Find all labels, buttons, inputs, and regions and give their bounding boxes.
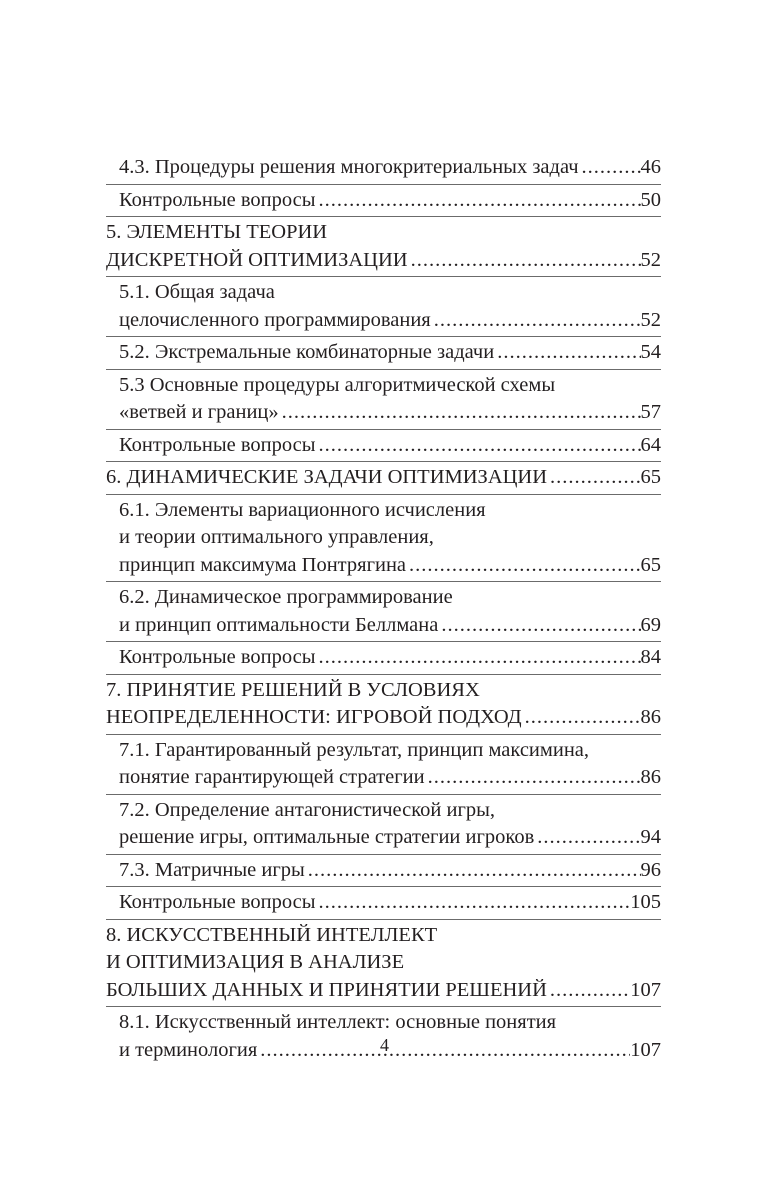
dot-leader	[316, 187, 641, 215]
toc-entry-page-number: 64	[640, 433, 661, 456]
toc-entry-title-line: 8. ИСКУССТВЕННЫЙ ИНТЕЛЛЕКТ	[106, 923, 438, 946]
toc-entry-leader-row	[106, 977, 661, 1005]
toc-entry-leader-row	[119, 824, 661, 852]
toc-subsection-entry	[106, 184, 661, 217]
toc-subsection-entry	[106, 152, 661, 184]
toc-subsection-entry	[106, 854, 661, 887]
toc-entry-title-line: Контрольные вопросы	[119, 433, 316, 456]
toc-entry-page-number: 94	[640, 826, 661, 848]
toc-entry-leader-row	[119, 399, 661, 427]
dot-leader	[425, 764, 641, 792]
toc-subsection-entry	[106, 581, 661, 641]
toc-entry-title-line: Контрольные вопросы	[119, 646, 316, 668]
dot-leader	[316, 432, 641, 460]
dot-leader	[316, 889, 631, 917]
toc-entry-title-line: 6.2. Динамическое программирование	[119, 586, 453, 608]
toc-entry-title-line: 5.1. Общая задача	[119, 281, 275, 303]
dot-leader	[316, 644, 641, 672]
toc-entry-title-line: 6. ДИНАМИЧЕСКИЕ ЗАДАЧИ ОПТИМИЗАЦИИ	[106, 466, 548, 488]
dot-leader	[547, 977, 630, 1005]
toc-entry-page-number: 65	[640, 553, 661, 576]
toc-subsection-entry	[106, 276, 661, 336]
toc-entry-leader-row	[119, 764, 661, 792]
toc-entry-title-line: 8.1. Искусственный интеллект: основные понятия	[119, 1011, 557, 1033]
table-of-contents	[106, 152, 661, 1066]
toc-subsection-entry	[106, 369, 661, 429]
toc-entry-page-number: 57	[640, 401, 661, 423]
toc-entry-page-number: 86	[640, 766, 661, 788]
toc-entry-page-number: 107	[630, 1038, 661, 1061]
dot-leader	[305, 857, 641, 885]
toc-entry-leader-row	[119, 612, 661, 640]
page-number: 4	[380, 1035, 389, 1055]
toc-entry-title-line: 7.2. Определение антагонистической игры,	[119, 798, 496, 821]
dot-leader	[534, 824, 640, 852]
toc-entry-title-line: БОЛЬШИХ ДАННЫХ И ПРИНЯТИИ РЕШЕНИЙ	[106, 978, 547, 1001]
toc-entry-title-line: 5. ЭЛЕМЕНТЫ ТЕОРИИ	[106, 221, 328, 243]
toc-entry-title-line: целочисленного программирования	[119, 308, 431, 331]
toc-section-entry	[106, 461, 661, 494]
dot-leader	[579, 154, 641, 182]
toc-entry-page-number: 52	[640, 308, 661, 331]
toc-entry-page-number: 96	[640, 858, 661, 881]
toc-entry-title-line: 7.3. Матричные игры	[119, 858, 305, 881]
toc-entry-leader-row	[119, 857, 661, 885]
toc-entry-page-number: 105	[630, 891, 661, 913]
toc-subsection-entry	[106, 794, 661, 854]
toc-entry-title-line: и терминология	[119, 1038, 258, 1061]
toc-entry-leader-row	[119, 154, 661, 182]
toc-entry-leader-row	[106, 704, 661, 732]
toc-entry-page-number: 86	[640, 706, 661, 728]
toc-entry-title-line: ДИСКРЕТНОЙ ОПТИМИЗАЦИИ	[106, 248, 408, 271]
toc-entry-page-number: 69	[640, 613, 661, 636]
toc-entry-title-line: «ветвей и границ»	[119, 401, 279, 423]
toc-entry-page-number: 52	[640, 248, 661, 271]
toc-subsection-entry	[106, 734, 661, 794]
toc-entry-page-number: 46	[640, 156, 661, 178]
toc-section-entry	[106, 216, 661, 276]
toc-section-entry	[106, 919, 661, 1007]
toc-entry-page-number: 50	[640, 188, 661, 211]
toc-entry-title-line: понятие гарантирующей стратегии	[119, 766, 425, 788]
dot-leader	[431, 307, 641, 335]
toc-entry-leader-row	[119, 187, 661, 215]
toc-entry-title-line: 4.3. Процедуры решения многокритериальных задач	[119, 156, 579, 178]
toc-entry-title-line: 5.3 Основные процедуры алгоритмической схемы	[119, 373, 556, 396]
toc-section-entry	[106, 674, 661, 734]
toc-entry-title-line: решение игры, оптимальные стратегии игроков	[119, 826, 535, 848]
toc-entry-page-number: 54	[640, 341, 661, 363]
toc-subsection-entry	[106, 336, 661, 369]
toc-entry-title-line: И ОПТИМИЗАЦИЯ В АНАЛИЗЕ	[106, 951, 405, 973]
toc-subsection-entry	[106, 886, 661, 919]
dot-leader	[494, 339, 640, 367]
toc-entry-page-number: 107	[630, 978, 661, 1001]
dot-leader	[522, 704, 641, 732]
toc-entry-title-line: Контрольные вопросы	[119, 188, 316, 211]
toc-entry-title-line: 7. ПРИНЯТИЕ РЕШЕНИЙ В УСЛОВИЯХ	[106, 678, 480, 701]
toc-entry-leader-row	[119, 644, 661, 672]
toc-entry-leader-row	[106, 464, 661, 492]
dot-leader	[438, 612, 640, 640]
toc-entry-leader-row	[119, 339, 661, 367]
toc-list	[106, 152, 661, 1066]
toc-entry-title-line: принцип максимума Понтрягина	[119, 553, 407, 576]
toc-entry-page-number: 84	[640, 646, 661, 668]
toc-subsection-entry	[106, 494, 661, 582]
toc-entry-title-line: и принцип оптимальности Беллмана	[119, 613, 439, 636]
toc-entry-leader-row	[119, 552, 661, 580]
toc-entry-title-line: 7.1. Гарантированный результат, принцип максимина,	[119, 738, 590, 761]
toc-subsection-entry	[106, 641, 661, 674]
dot-leader	[279, 399, 641, 427]
dot-leader	[408, 247, 641, 275]
toc-entry-leader-row	[106, 247, 661, 275]
toc-entry-title-line: и теории оптимального управления,	[119, 526, 434, 548]
toc-entry-leader-row	[119, 432, 661, 460]
toc-subsection-entry	[106, 429, 661, 462]
toc-entry-leader-row	[119, 307, 661, 335]
toc-entry-title-line: Контрольные вопросы	[119, 891, 316, 913]
toc-entry-title-line: НЕОПРЕДЕЛЕННОСТИ: ИГРОВОЙ ПОДХОД	[106, 706, 522, 728]
toc-entry-title-line: 5.2. Экстремальные комбинаторные задачи	[119, 341, 495, 363]
dot-leader	[406, 552, 640, 580]
dot-leader	[547, 464, 640, 492]
toc-entry-leader-row	[119, 889, 661, 917]
toc-entry-page-number: 65	[640, 466, 661, 488]
toc-entry-title-line: 6.1. Элементы вариационного исчисления	[119, 498, 486, 521]
